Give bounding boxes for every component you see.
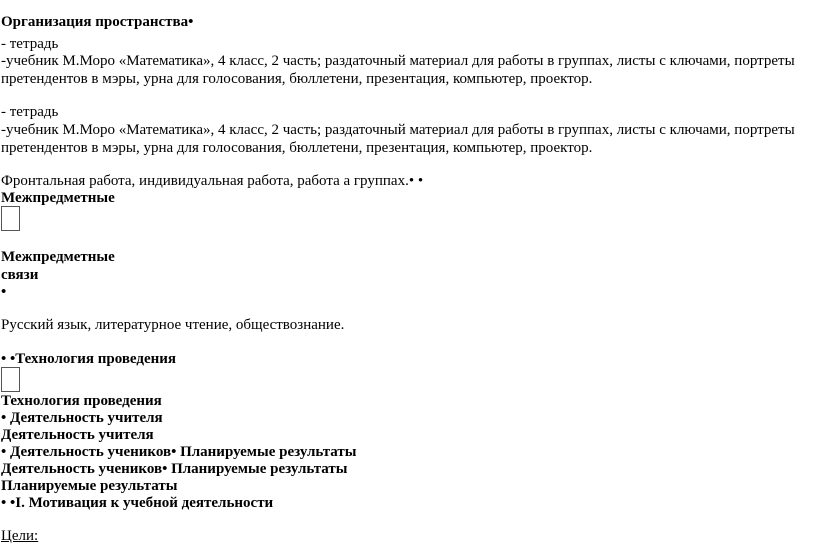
work-forms-text: Фронтальная работа, индивидуальная работа, работа а группах.• • xyxy=(1,173,424,189)
motivation-stage-heading: • •I. Мотивация к учебной деятельности xyxy=(1,495,274,511)
interdisciplinary-heading-repeat: Межпредметные xyxy=(1,249,115,265)
goals-label: Цели: xyxy=(1,528,39,544)
teacher-activity-heading: • Деятельность учителя xyxy=(1,410,163,426)
interdisciplinary-links-heading: связи xyxy=(1,267,39,283)
bullet-marker: • xyxy=(1,284,7,300)
materials-item-textbook-continued-repeat: претендентов в мэры, урна для голосования, бюллетени, презентация, компьютер, проектор. xyxy=(1,140,593,156)
section-heading-space-organization: Организация пространства• xyxy=(1,14,194,30)
planned-results-heading: Планируемые результаты xyxy=(1,478,178,494)
interdisciplinary-heading: Межпредметные xyxy=(1,190,115,206)
placeholder-image-box xyxy=(1,206,20,231)
student-activity-heading: • Деятельность учеников• Планируемые результаты xyxy=(1,444,357,460)
materials-item-notebook-repeat: - тетрадь xyxy=(1,104,59,120)
materials-item-textbook-repeat: -учебник М.Моро «Математика», 4 класс, 2 часть; раздаточный материал для работы в группах, листы с ключами, портреты xyxy=(1,122,795,138)
placeholder-image-box-2 xyxy=(1,367,20,392)
technology-heading-repeat: Технология проведения xyxy=(1,393,162,409)
teacher-activity-heading-repeat: Деятельность учителя xyxy=(1,427,154,443)
materials-item-textbook-continued: претендентов в мэры, урна для голосования, бюллетени, презентация, компьютер, проектор. xyxy=(1,71,593,87)
interdisciplinary-subjects-text: Русский язык, литературное чтение, обществознание. xyxy=(1,317,345,333)
student-activity-heading-repeat: Деятельность учеников• Планируемые результаты xyxy=(1,461,348,477)
technology-heading: • •Технология проведения xyxy=(1,351,177,367)
materials-item-textbook: -учебник М.Моро «Математика», 4 класс, 2 часть; раздаточный материал для работы в группах, листы с ключами, портреты xyxy=(1,53,795,69)
materials-item-notebook: - тетрадь xyxy=(1,36,59,52)
